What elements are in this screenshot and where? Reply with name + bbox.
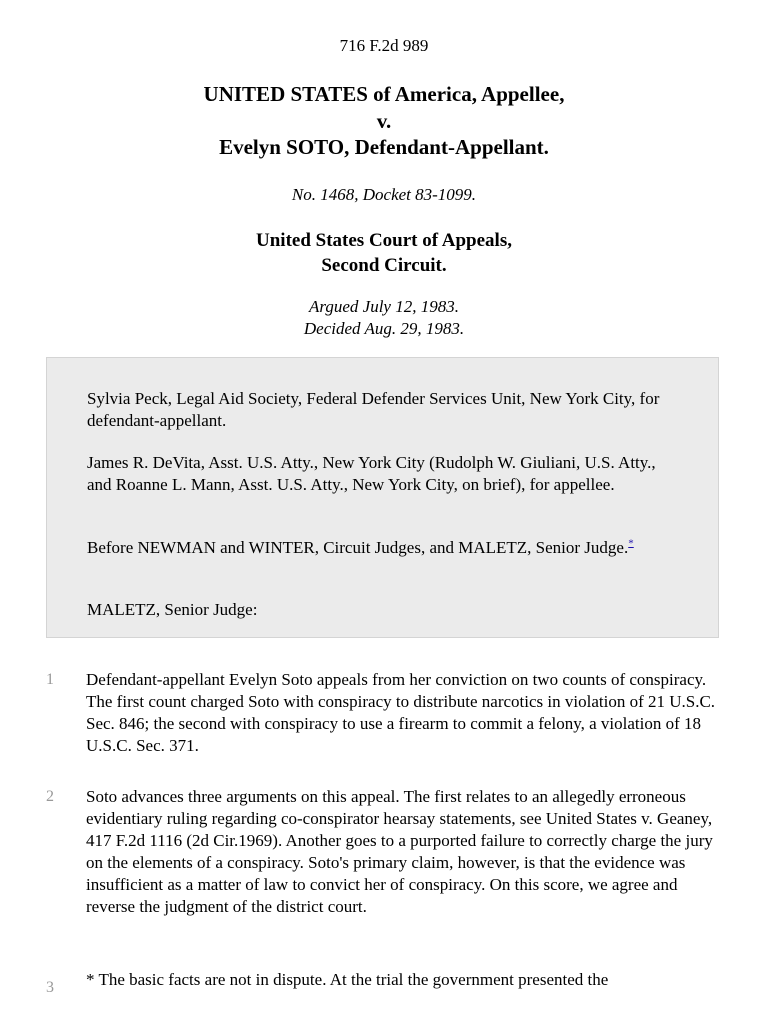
court-name xyxy=(0,228,768,278)
case-caption xyxy=(0,81,768,161)
footnote-link[interactable]: * xyxy=(628,537,634,550)
paragraph-number: 1 xyxy=(46,671,54,688)
argued-date: Argued July 12, 1983. xyxy=(309,297,459,316)
docket-number: No. 1468, Docket 83-1099. xyxy=(291,185,477,204)
paragraph-number: 2 xyxy=(46,788,54,805)
court-name-line2: Second Circuit. xyxy=(321,255,447,276)
paragraph-text: * The basic facts are not in dispute. At the trial the government presented the xyxy=(86,970,609,989)
judges-panel xyxy=(87,537,667,559)
caption-appellee: UNITED STATES of America, Appellee, xyxy=(203,82,565,106)
paragraph-text: Defendant-appellant Evelyn Soto appeals from her conviction on two counts of conspiracy. The first count charged Soto with conspiracy to distribute narcotics in violation of 21 U.S.C. Sec. 846; the second with conspiracy to use a firearm to commit a felony, a violation of 18 U.S.C. Sec. 371. xyxy=(86,670,716,755)
appellee-counsel: James R. DeVita, Asst. U.S. Atty., New York City (Rudolph W. Giuliani, U.S. Atty., and Roanne L. Mann, Asst. U.S. Atty., New York City, on brief), for appellee. xyxy=(87,453,656,494)
judges-panel-text: Before NEWMAN and WINTER, Circuit Judges, and MALETZ, Senior Judge. xyxy=(87,538,629,557)
caption-versus: v. xyxy=(376,108,392,133)
paragraph-number: 3 xyxy=(46,979,54,996)
caption-appellant: Evelyn SOTO, Defendant-Appellant. xyxy=(219,135,549,159)
opinion-author: MALETZ, Senior Judge: xyxy=(87,600,258,619)
counsel-panel xyxy=(46,357,719,638)
decided-date: Decided Aug. 29, 1983. xyxy=(303,319,465,338)
paragraph-text: Soto advances three arguments on this appeal. The first relates to an allegedly erroneous evidentiary ruling regarding co-conspirator hearsay statements, see United States v. Geaney, 417 F.2d 1116 (2d Cir.1969). Another goes to a purported failure to correctly charge the jury on the elements of a conspiracy. Soto's primary claim, however, is that the evidence was insufficient as a matter of law to convict her of conspiracy. On this score, we agree and reverse the judgment of the district court. xyxy=(86,787,713,916)
court-name-line1: United States Court of Appeals, xyxy=(256,230,512,251)
case-dates xyxy=(0,296,768,340)
appellant-counsel: Sylvia Peck, Legal Aid Society, Federal Defender Services Unit, New York City, for defendant-appellant. xyxy=(87,389,660,430)
case-citation: 716 F.2d 989 xyxy=(339,36,429,55)
